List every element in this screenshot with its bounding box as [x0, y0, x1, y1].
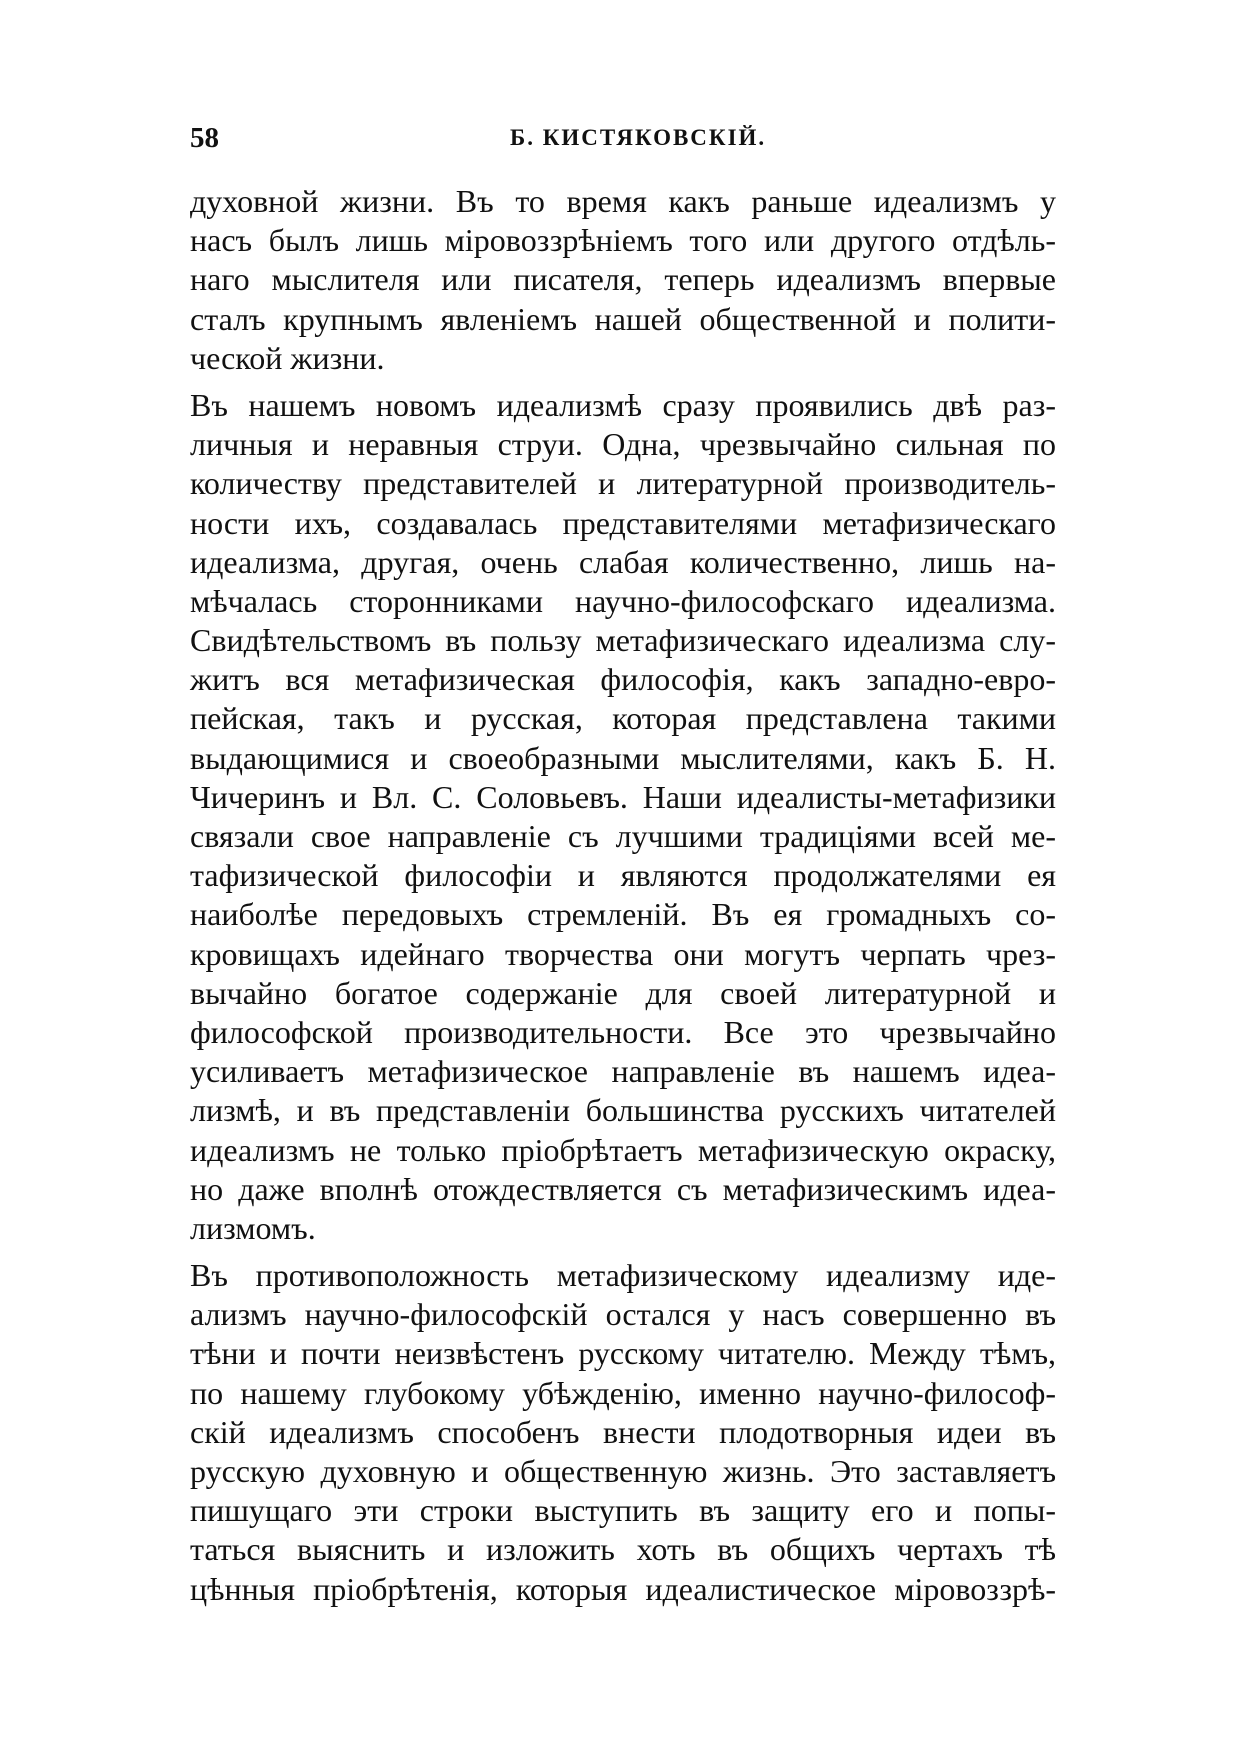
text-line: житъ вся метафизическая философія, какъ западно-евро- [190, 661, 1056, 698]
paragraph-2 [190, 386, 1056, 1248]
text-line: кровищахъ идейнаго творчества они могутъ черпать чрез- [190, 935, 1056, 972]
text-line: ческой жизни. [190, 339, 385, 376]
text-line: таться выяснить и изложить хоть въ общихъ чертахъ тѣ [190, 1531, 1056, 1568]
text-line: лизмомъ. [190, 1209, 316, 1246]
text-line: выдающимися и своеобразными мыслителями, какъ Б. Н. [190, 739, 1056, 776]
text-line: усиливаетъ метафизическое направленіе въ нашемъ идеа- [190, 1053, 1056, 1090]
text-line: наиболѣе передовыхъ стремленій. Въ ея громадныхъ со- [190, 896, 1056, 933]
text-line: сталъ крупнымъ явленіемъ нашей общественной и полити- [190, 300, 1056, 337]
text-line: связали свое направленіе съ лучшими традиціями всей ме- [190, 818, 1056, 854]
text-line: количеству представителей и литературной производитель- [190, 465, 1056, 502]
text-line: по нашему глубокому убѣжденію, именно научно-философ- [190, 1374, 1056, 1411]
paragraph-3 [190, 1256, 1056, 1609]
text-line: цѣнныя пріобрѣтенія, которыя идеалистическое міровоззрѣ- [190, 1570, 1056, 1607]
text-line: идеализма, другая, очень слабая количественно, лишь на- [190, 543, 1056, 580]
text-line: личныя и неравныя струи. Одна, чрезвычайно сильная по [190, 426, 1056, 463]
page-number: 58 [190, 122, 219, 154]
text-line: Въ нашемъ новомъ идеализмѣ сразу проявились двѣ раз- [190, 386, 1056, 423]
text-line: наго мыслителя или писателя, теперь идеализмъ впервые [190, 261, 1056, 298]
text-line: духовной жизни. Въ то время какъ раньше идеализмъ у [190, 183, 1056, 219]
text-line: пишущаго эти строки выступить въ защиту его и попы- [190, 1492, 1056, 1529]
text-line: ализмъ научно-философскій остался у насъ совершенно въ [190, 1296, 1056, 1333]
text-line: тафизической философіи и являются продолжателями ея [190, 857, 1056, 894]
text-line: мѣчалась сторонниками научно-философскаго идеализма. [190, 582, 1056, 619]
text-line: лизмѣ, и въ представленіи большинства русскихъ читателей [190, 1092, 1056, 1129]
text-line: но даже вполнѣ отождествляется съ метафизическимъ идеа- [190, 1170, 1056, 1207]
paragraph-1 [190, 182, 1056, 378]
text-line: Свидѣтельствомъ въ пользу метафизическаго идеализма слу- [190, 622, 1056, 659]
page-header [190, 118, 1056, 158]
text-line: русскую духовную и общественную жизнь. Это заставляетъ [190, 1453, 1056, 1489]
text-line: скій идеализмъ способенъ внести плодотворныя идеи въ [190, 1413, 1056, 1450]
text-line: философской производительности. Все это чрезвычайно [190, 1013, 1056, 1050]
text-line: тѣни и почти неизвѣстенъ русскому читателю. Между тѣмъ, [190, 1335, 1056, 1372]
text-line: ности ихъ, создавалась представителями метафизическаго [190, 504, 1056, 541]
text-line: Въ противоположность метафизическому идеализму иде- [190, 1257, 1056, 1294]
running-head: Б. КИСТЯКОВСКІЙ. [510, 125, 767, 150]
text-line: Чичеринъ и Вл. С. Соловьевъ. Наши идеалисты-метафизики [190, 778, 1056, 815]
text-line: вычайно богатое содержаніе для своей литературной и [190, 974, 1056, 1011]
text-line: пейская, такъ и русская, которая представлена такими [190, 700, 1056, 737]
text-line: насъ былъ лишь міровоззрѣніемъ того или другого отдѣль- [190, 222, 1056, 259]
text-line: идеализмъ не только пріобрѣтаетъ метафизическую окраску, [190, 1131, 1056, 1168]
body-text [190, 182, 1056, 1609]
